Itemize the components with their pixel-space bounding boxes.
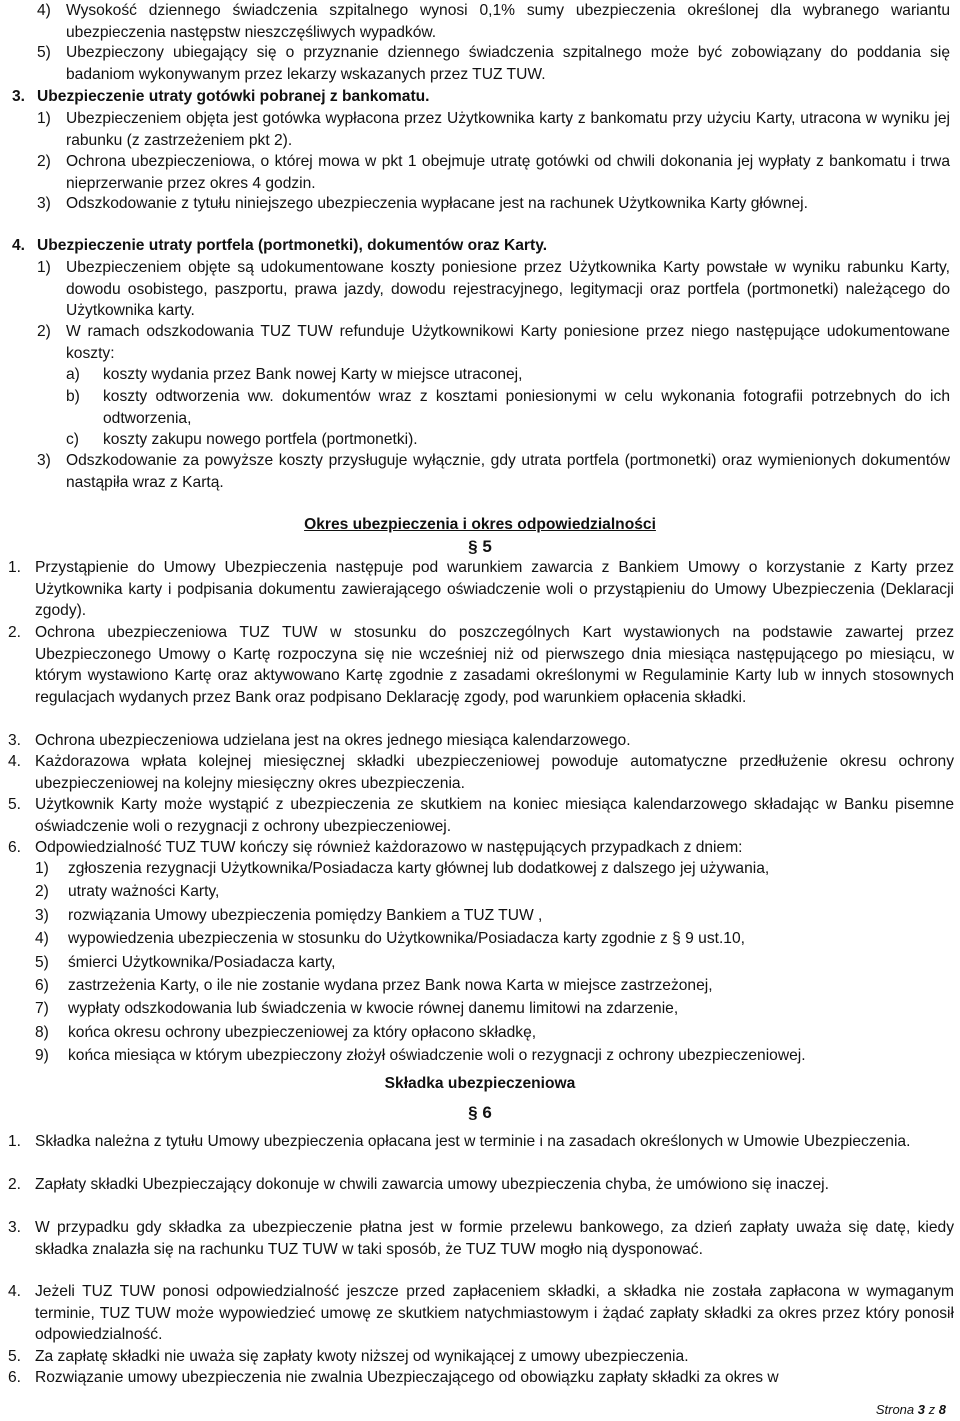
list-item: 6) zastrzeżenia Karty, o ile nie zostanie wydana przez Bank nowa Karta w miejsce zastrzeżonej, bbox=[35, 976, 713, 994]
section-4-heading: 4. Ubezpieczenie utraty portfela (portmonetki), dokumentów oraz Karty. bbox=[12, 237, 548, 254]
list-item: 8) końca okresu ochrony ubezpieczeniowej za który opłacono składkę, bbox=[35, 1023, 537, 1041]
sec5-item-4: 4. Każdorazowa wpłata kolejnej miesięcznej składki ubezpieczeniowej powoduje automatyczne przedłużenie okresu ochrony ubezpieczeniowej na kolejny miesięczny okres ubezpieczenia. bbox=[8, 753, 954, 792]
sec6-item-4: 4. Jeżeli TUZ TUW ponosi odpowiedzialność jeszcze przed zapłaceniem składki, a składka nie została zapłacona w wymaganym terminie, TUZ TUW może wypowiedzieć umowę ze skutkiem natychmiastowym i żądać zapłaty składki za okres przez który ponosił odpowiedzialność. bbox=[8, 1283, 954, 1343]
list-item: 2) utraty ważności Karty, bbox=[35, 883, 220, 901]
sec6-item-5: 5. Za zapłatę składki nie uważa się zapłaty kwoty niższej od wynikającej z umowy ubezpieczenia. bbox=[8, 1348, 689, 1365]
sec5-item-1: 1. Przystąpienie do Umowy Ubezpieczenia następuje pod warunkiem zawarcia z Bankiem Umowy o korzystanie z Karty przez Użytkownika karty i podpisania dokumentu zawierającego oświadczenie woli o przystąpieniu do Umowy Ubezpieczenia (Deklaracji zgody). bbox=[8, 559, 954, 619]
sec6-item-2: 2. Zapłaty składki Ubezpieczający dokonuje w chwili zawarcia umowy ubezpieczenia chyba, że umówiono się inaczej. bbox=[8, 1176, 829, 1193]
section-5-paragraph-mark: § 5 bbox=[468, 537, 492, 556]
section-4-sub-b: b) koszty odtworzenia ww. dokumentów wraz z kosztami poniesionymi w celu wykonania fotografii potrzebnych do ich odtworzenia, bbox=[66, 388, 950, 427]
list-item: 1) zgłoszenia rezygnacji Użytkownika/Posiadacza karty głównej lub dodatkowej z dalszego jej używania, bbox=[35, 860, 770, 877]
sec6-item-6: 6. Rozwiązanie umowy ubezpieczenia nie zwalnia Ubezpieczającego od obowiązku zapłaty składki za okres w bbox=[8, 1369, 779, 1386]
list-item: 9) końca miesiąca w którym ubezpieczony złożył oświadczenie woli o rezygnacji z ochrony ubezpieczeniowej. bbox=[35, 1047, 806, 1065]
sec5-item-5: 5. Użytkownik Karty może wystąpić z ubezpieczenia ze skutkiem na koniec miesiąca kalendarzowego składając w Banku pisemne oświadczenie woli o rezygnacji z ochrony ubezpieczeniowej. bbox=[8, 796, 954, 835]
section-3-item-2: 2) Ochrona ubezpieczeniowa, o której mowa w pkt 1 obejmuje utratę gotówki od chwili dokonania jej wypłaty z bankomatu i trwa nieprzerwanie przez okres 4 godzin. bbox=[37, 153, 950, 192]
list-item: 3) rozwiązania Umowy ubezpieczenia pomiędzy Bankiem a TUZ TUW , bbox=[35, 906, 543, 924]
item-5 bbox=[37, 42, 950, 85]
list-item: 4) wypowiedzenia ubezpieczenia w stosunku do Użytkownika/Posiadacza karty zgodnie z § 9 ust.10, bbox=[35, 930, 745, 948]
item-number: 4) bbox=[37, 2, 51, 19]
item-number: 5) bbox=[37, 44, 51, 61]
section-4-item-3: 3) Odszkodowanie za powyższe koszty przysługuje wyłącznie, gdy utrata portfela (portmonetki) oraz wymienionych dokumentów nastąpiła wraz z Kartą. bbox=[37, 452, 950, 491]
list-item: 5) śmierci Użytkownika/Posiadacza karty, bbox=[35, 953, 336, 971]
sec5-termination-list bbox=[35, 858, 954, 1069]
list-item: 7) wypłaty odszkodowania lub świadczenia w kwocie równej danemu limitowi na zdarzenie, bbox=[35, 1000, 679, 1018]
sec5-item-2: 2. Ochrona ubezpieczeniowa TUZ TUW w stosunku do poszczególnych Kart wystawionych na podstawie zawartej przez Ubezpieczonego Umowy o Kartę rozpoczyna się nie wcześniej niż od pierwszego dnia miesiąca następującego po miesiącu, w którym wystawiono Kartę oraz aktywowano Kartę zgodnie z zasadami określonymi w Regulaminie Karty lub w innych stosownych regulacjach wydanych przez Bank oraz podpisano Deklarację zgody, pod warunkiem opłacenia składki. bbox=[8, 624, 954, 706]
item-text: Wysokość dziennego świadczenia szpitalnego wynosi 0,1% sumy ubezpieczenia określonej dla wybranego wariantu ubezpieczenia następstw nieszczęśliwych wypadków. bbox=[66, 2, 950, 41]
item-text: Ubezpieczony ubiegający się o przyznanie dziennego świadczenia szpitalnego może być zobowiązany do poddania się badaniom wykonywanym przez lekarzy wskazanych przez TUZ TUW. bbox=[66, 44, 950, 83]
section-5-title: Okres ubezpieczenia i okres odpowiedzialności bbox=[304, 516, 656, 533]
section-4-sub-a: a) koszty wydania przez Bank nowej Karty w miejsce utraconej, bbox=[66, 366, 523, 383]
item-4 bbox=[37, 0, 950, 43]
section-6-paragraph-mark: § 6 bbox=[468, 1103, 492, 1122]
sec5-item-3: 3. Ochrona ubezpieczeniowa udzielana jest na okres jednego miesiąca kalendarzowego. bbox=[8, 732, 631, 749]
section-3-heading: 3. Ubezpieczenie utraty gotówki pobranej z bankomatu. bbox=[12, 88, 430, 105]
section-4-sub-c: c) koszty zakupu nowego portfela (portmonetki). bbox=[66, 431, 418, 448]
section-3-item-1: 1) Ubezpieczeniem objęta jest gotówka wypłacona przez Użytkownika karty z bankomatu przy użyciu Karty, utracona w wyniku jej rabunku (z zastrzeżeniem pkt 2). bbox=[37, 110, 950, 149]
sec5-item-6: 6. Odpowiedzialność TUZ TUW kończy się również każdorazowo w następujących przypadkach z dniem: bbox=[8, 839, 743, 856]
section-6-title: Składka ubezpieczeniowa bbox=[384, 1075, 576, 1092]
sec6-item-1: 1. Składka należna z tytułu Umowy ubezpieczenia opłacana jest w terminie i na zasadach określonych w Umowie Ubezpieczenia. bbox=[8, 1133, 911, 1150]
sec6-item-3: 3. W przypadku gdy składka za ubezpieczenie płatna jest w formie przelewu bankowego, za dzień zapłaty uważa się datę, kiedy składka znalazła się na rachunku TUZ TUW w taki sposób, że TUZ TUW mogło nią dysponować. bbox=[8, 1219, 954, 1258]
section-4-item-1: 1) Ubezpieczeniem objęte są udokumentowane koszty poniesione przez Użytkownika Karty powstałe w wyniku rabunku Karty, dowodu osobistego, paszportu, prawa jazdy, dowodu rejestracyjnego, legitymacji oraz portfela (portmonetki) należącego do Użytkownika karty. bbox=[37, 259, 950, 319]
section-4-item-2: 2) W ramach odszkodowania TUZ TUW refunduje Użytkownikowi Karty poniesione przez niego następujące udokumentowane koszty: bbox=[37, 323, 950, 362]
page-number: Strona 3 z 8 bbox=[875, 1402, 946, 1417]
section-3-item-3: 3) Odszkodowanie z tytułu niniejszego ubezpieczenia wypłacane jest na rachunek Użytkownika Karty głównej. bbox=[37, 195, 808, 212]
